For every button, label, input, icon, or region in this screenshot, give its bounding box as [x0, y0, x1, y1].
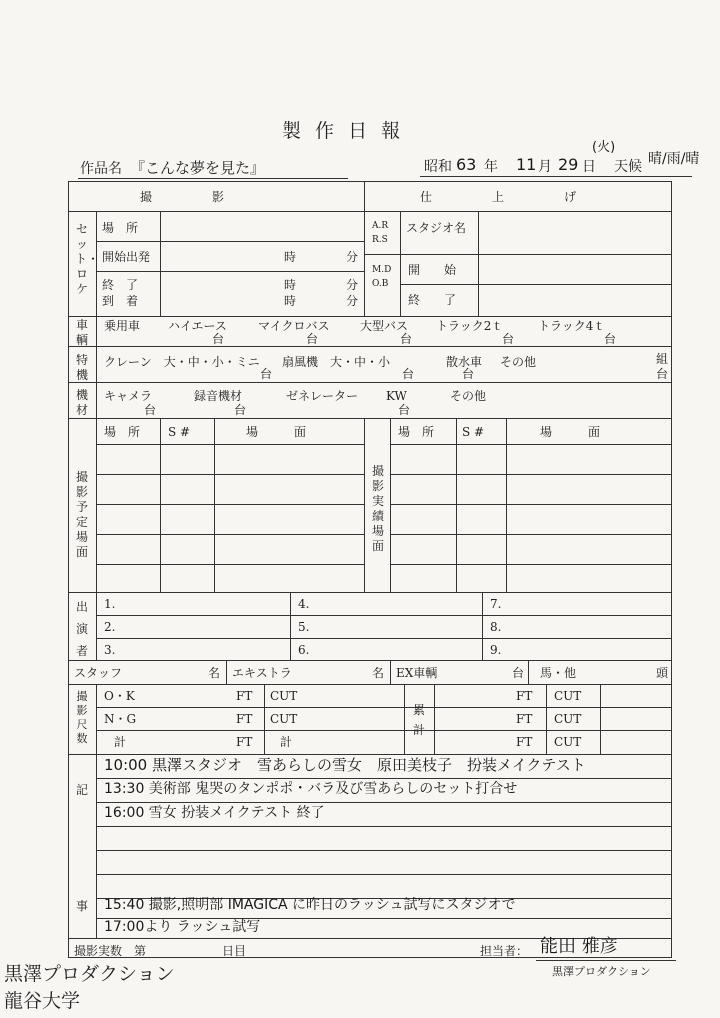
planned-col-sno: S #	[168, 425, 191, 439]
cast-9: 9.	[490, 643, 502, 657]
day-value: 29	[558, 155, 579, 174]
vehicle-truck2: トラック2ｔ	[436, 319, 504, 333]
vehicle-microbus: マイクロバス	[258, 319, 330, 333]
horse-label: 馬・他	[540, 666, 577, 680]
hour-label-3: 時	[284, 294, 297, 308]
watermark-line-1: 黒澤プロダクション	[4, 963, 175, 985]
watermark-line-2: 龍谷大学	[4, 990, 81, 1012]
special-fan: 扇風機 大・中・小	[282, 355, 391, 369]
arrive-label: 到 着	[102, 294, 139, 308]
shooting-header: 撮 影	[140, 190, 225, 204]
equip-sound: 録音機材	[194, 389, 243, 403]
cum-cut-2: CUT	[554, 712, 582, 726]
era: 昭和	[424, 159, 452, 175]
rs-label: R.S	[372, 235, 388, 245]
ex-vehicle-label: EX車輌	[396, 666, 438, 680]
hour-label-2: 時	[284, 278, 297, 292]
special-set-unit: 組	[656, 352, 669, 366]
person-name: 能田 雅彦	[540, 936, 618, 957]
vehicle-unit-4: 台	[502, 332, 515, 346]
equip-kw: KW	[386, 389, 407, 403]
md-label: M.D	[372, 265, 392, 275]
cum-ft-3: FT	[516, 735, 533, 749]
vehicle-bus: 大型バス	[360, 319, 409, 333]
special-other: その他	[500, 355, 537, 369]
vehicle-unit-5: 台	[604, 332, 617, 346]
planned-scenes-label: 撮影予定場面	[75, 470, 88, 559]
vehicle-truck4: トラック4ｔ	[538, 319, 606, 333]
place-label: 場 所	[102, 221, 139, 235]
hour-label-1: 時	[284, 250, 297, 264]
special-unit-1: 台	[260, 367, 273, 381]
end-label: 終 了	[102, 278, 139, 292]
minute-label-2: 分	[346, 278, 359, 292]
weather-label: 天候	[614, 159, 642, 175]
cast-2: 2.	[104, 620, 116, 634]
cast-3: 3.	[104, 643, 116, 657]
film-ng: N・G	[104, 712, 137, 726]
special-water: 散水車	[446, 355, 483, 369]
extra-label: エキストラ	[232, 666, 292, 680]
cumulative-label: 累計	[412, 703, 425, 737]
film-ft-1: FT	[236, 689, 253, 703]
actual-col-sno: S #	[462, 425, 485, 439]
weekday-value: (火)	[592, 140, 616, 155]
vehicle-hiace: ハイエース	[168, 319, 227, 333]
actual-scenes-label: 撮影実績場面	[371, 464, 384, 553]
year-value: 63	[456, 155, 477, 174]
note-line-5: 17:00より ラッシュ試写	[104, 919, 261, 935]
planned-col-place: 場 所	[104, 425, 141, 439]
cast-8: 8.	[490, 620, 502, 634]
staff-label: スタッフ	[74, 666, 123, 680]
special-unit-4: 台	[656, 367, 669, 381]
actual-days-label: 撮影実数 第	[74, 944, 147, 958]
vehicle-unit-3: 台	[400, 332, 413, 346]
film-cut-2: CUT	[270, 712, 298, 726]
extra-unit: 名	[372, 666, 385, 680]
equip-unit-2: 台	[234, 403, 247, 417]
studio-name-label: スタジオ名	[406, 221, 467, 235]
special-unit-2: 台	[402, 367, 415, 381]
cast-label: 出演者	[75, 600, 88, 658]
equip-generator: ゼネレーター	[286, 389, 359, 403]
cast-1: 1.	[104, 597, 116, 611]
minute-label-3: 分	[346, 294, 359, 308]
equip-unit-3: 台	[398, 403, 411, 417]
minute-label-1: 分	[346, 250, 359, 264]
head-unit: 頭	[656, 666, 669, 680]
month-value: 11	[516, 155, 537, 174]
note-line-4: 15:40 撮影,照明部 IMAGICA に昨日のラッシュ試写にスタジオで	[104, 897, 516, 913]
actual-days-unit: 日目	[222, 944, 247, 958]
person-label: 担当者：	[480, 944, 529, 958]
planned-col-scene: 場 面	[246, 425, 307, 439]
month-unit: 月	[538, 159, 552, 175]
notes-label-top: 記	[76, 783, 89, 797]
vehicles-label: 車輌	[75, 318, 88, 347]
cum-ft-2: FT	[516, 712, 533, 726]
cast-6: 6.	[298, 643, 310, 657]
cast-7: 7.	[490, 597, 502, 611]
depart-label: 開始出発	[102, 250, 151, 264]
film-footage-label: 撮影尺数	[76, 690, 88, 745]
company-name: 黒澤プロダクション	[552, 965, 651, 978]
vehicle-sedan: 乗用車	[104, 319, 141, 333]
year-unit: 年	[484, 159, 498, 175]
ex-vehicle-unit: 台	[512, 666, 525, 680]
set-loca-label: セット・ロケ	[75, 222, 100, 296]
day-unit: 日	[582, 159, 596, 175]
actual-col-place: 場 所	[398, 425, 435, 439]
film-total: 計	[114, 735, 127, 749]
form-table	[68, 181, 672, 958]
cum-cut-1: CUT	[554, 689, 582, 703]
note-line-3: 16:00 雪女 扮装メイクテスト 終了	[104, 805, 325, 821]
report-title: 製 作 日 報	[282, 120, 405, 142]
work-title: 『こんな夢を見た』	[130, 159, 266, 177]
work-title-label: 作品名	[80, 161, 122, 177]
equip-unit-1: 台	[144, 403, 157, 417]
special-unit-3: 台	[462, 367, 475, 381]
finishing-header: 仕 上 げ	[420, 190, 577, 204]
cum-ft-1: FT	[516, 689, 533, 703]
start-label: 開 始	[408, 263, 457, 277]
equip-other: その他	[450, 389, 487, 403]
cum-cut-3: CUT	[554, 735, 582, 749]
ob-label: O.B	[372, 279, 389, 289]
film-total-2: 計	[280, 735, 293, 749]
finish-label: 終 了	[408, 293, 457, 307]
cast-4: 4.	[298, 597, 310, 611]
weather-value: 晴/雨/晴	[648, 151, 700, 167]
ar-label: A.R	[372, 221, 389, 231]
special-label: 特機	[75, 353, 88, 382]
note-line-1: 10:00 黒澤スタジオ 雪あらしの雪女 原田美枝子 扮装メイクテスト	[104, 756, 586, 774]
film-ft-2: FT	[236, 712, 253, 726]
notes-label-bottom: 事	[76, 899, 89, 913]
actual-col-scene: 場 面	[540, 425, 601, 439]
vehicle-unit-2: 台	[306, 332, 319, 346]
equip-camera: キャメラ	[104, 389, 153, 403]
film-ok: O・K	[104, 689, 135, 703]
film-ft-3: FT	[236, 735, 253, 749]
equipment-label: 機材	[75, 388, 88, 417]
cast-5: 5.	[298, 620, 310, 634]
vehicle-unit-1: 台	[212, 332, 225, 346]
note-line-2: 13:30 美術部 鬼哭のタンポポ・バラ及び雪あらしのセット打合せ	[104, 781, 518, 797]
film-cut-1: CUT	[270, 689, 298, 703]
staff-unit: 名	[208, 666, 221, 680]
special-crane: クレーン 大・中・小・ミニ	[104, 355, 260, 369]
